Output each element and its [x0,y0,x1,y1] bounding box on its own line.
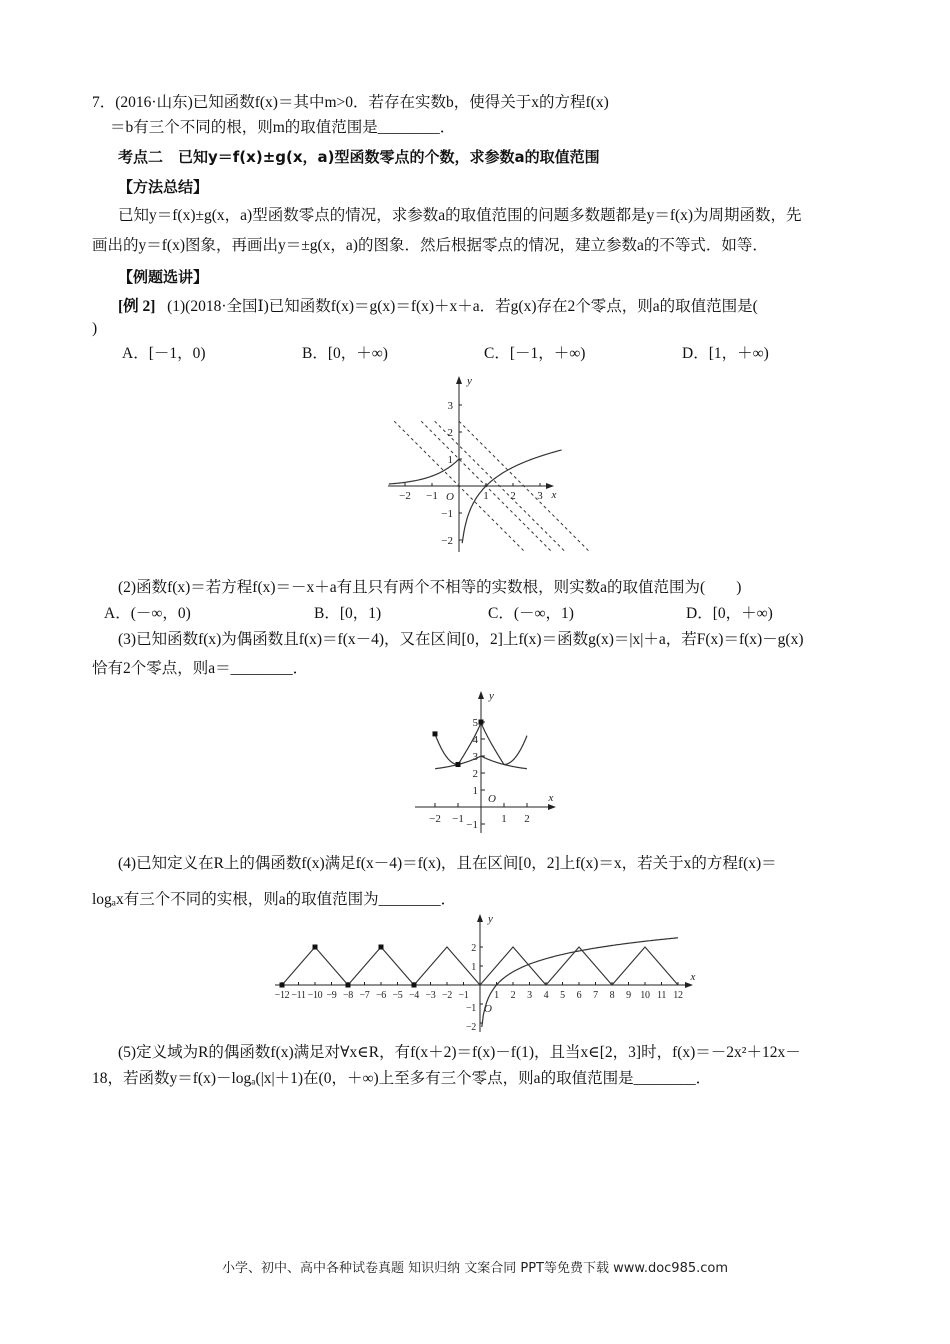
fig2-x-tick-label: 2 [524,813,530,825]
fig1-x-tick-label: 2 [510,490,516,502]
fig2-y-tick-label: 3 [472,751,478,763]
fig3-x-tick-label: −1 [458,990,469,1001]
fig1-x-tick-label: −1 [426,490,438,502]
ex1-option-b: B．[0，＋∞) [302,345,388,362]
section-title: 考点二 已知y＝f(x)±g(x，a)型函数零点的个数，求参数a的取值范围 [118,148,600,166]
ex2-option-c: C．(－∞，1) [488,605,574,622]
ex3-graph [405,685,565,835]
fig3-y-tick-label: 2 [471,943,476,954]
fig3-x-tick-label: −3 [425,990,436,1001]
fig3-x-tick-label: 7 [593,990,598,1001]
fig2-y-arrow [478,691,484,699]
fig3-origin-label: O [484,1003,492,1015]
vertex-marker [313,945,318,950]
fig2-y-tick-label: 5 [472,717,478,729]
f-left-curve [435,734,458,765]
fig1-y-tick-label: 3 [447,400,453,412]
ex1-option-c: C．[－1，＋∞) [484,345,586,362]
fig3-x-tick-label: −9 [326,990,337,1001]
fig3-x-tick-label: 8 [609,990,615,1001]
ex2-option-d: D．[0，＋∞) [686,605,773,622]
q7-line2: ＝b有三个不同的根，则m的取值范围是________． [110,119,456,136]
ex5-line2: 18，若函数y＝f(x)－logₐ(|x|＋1)在(0，＋∞)上至多有三个零点，则a的取值范围是________． [92,1070,712,1087]
fig3-x-tick-label: −12 [274,990,290,1001]
fig2-x-arrow [548,804,556,810]
fig2-y-tick-label: 2 [472,768,478,780]
ex2-option-b: B．[0，1) [314,605,382,622]
fig1-y-tick-label: −1 [441,508,453,520]
fig1-y-tick-label: 2 [447,427,453,439]
footer-text: 小学、初中、高中各种试卷真题 知识归纳 文案合同 PPT等免费下载 www.doc985.com [221,1261,729,1276]
ex1-line1 [118,297,758,317]
method-heading: 【方法总结】 [118,178,209,196]
fig3-y-tick-label: 1 [471,962,476,973]
ex1-line2: ) [92,320,98,337]
fig3-y-tick-label: −1 [465,1003,476,1014]
ex3-line2: 恰有2个零点，则a＝________． [92,660,309,677]
vertex-marker [412,983,417,988]
fig3-x-tick-label: 1 [494,990,499,1001]
fig3-x-tick-label: −7 [359,990,370,1001]
fig3-x-tick-label: 5 [560,990,565,1001]
ex2-line1: (2)函数f(x)＝若方程f(x)＝－x＋a有且只有两个不相等的实数根，则实数a的取值范围为( ) [118,579,742,596]
fig2-x-tick-label: −2 [429,813,441,825]
example-label: [例 2] [118,298,156,315]
ex2-option-a: A．(－∞，0) [104,605,191,622]
ex5-line1: (5)定义域为R的偶函数f(x)满足对∀x∈R，有f(x＋2)＝f(x)－f(1)，且当x∈[2，3]时，f(x)＝－2x²＋12x－ [118,1044,801,1061]
fig2-y-tick-label: 4 [472,734,478,746]
fig3-x-tick-label: −2 [441,990,453,1001]
fig2-y-tick-label: 1 [472,785,478,797]
fig2-x-tick-label: −1 [452,813,464,825]
endpoint-marker [456,762,461,767]
fig3-x-tick-label: 9 [626,990,631,1001]
ex4-line1: (4)已知定义在R上的偶函数f(x)满足f(x－4)＝f(x)，且在区间[0，2]上f(x)＝x，若关于x的方程f(x)＝ [118,855,777,872]
method-line1: 已知y＝f(x)±g(x，a)型函数零点的情况，求参数a的取值范围的问题多数题都是y＝f(x)为周期函数，先 [118,207,802,224]
fig3-x-tick-label: 4 [543,990,549,1001]
fig3-x-tick-label: 6 [576,990,582,1001]
fig3-x-tick-label: −8 [342,990,354,1001]
endpoint-marker [433,731,438,736]
f-right-curve [504,736,527,765]
fig1-x-tick-label: 3 [537,490,543,502]
fig1-y-tick-label: −2 [441,535,453,547]
fig1-x-tick-label: 1 [483,490,489,502]
method-line2: 画出的y＝f(x)图象，再画出y＝±g(x，a)的图象．然后根据零点的情况，建立参数a的不等式．如等． [92,237,768,254]
fig1-x-tick-label: −2 [399,490,411,502]
fig2-x-label: x [548,792,554,804]
fig1-y-arrow [456,376,462,384]
fig2-y-tick-label: −1 [466,819,478,831]
ex4-graph [275,912,700,1037]
fig3-x-label: x [690,971,696,983]
ex1-option-d: D．[1，＋∞) [682,345,769,362]
fig3-x-tick-label: 11 [656,990,667,1001]
q7-line1: 7．(2016·山东)已知函数f(x)＝其中m>0．若存在实数b，使得关于x的方程f(x) [92,94,609,111]
fig3-y-arrow [477,914,483,922]
ex3-line1: (3)已知函数f(x)为偶函数且f(x)＝f(x－4)，又在区间[0，2]上f(x)＝函数g(x)＝|x|＋a，若F(x)＝f(x)－g(x) [118,631,804,648]
fig3-x-tick-label: −10 [307,990,323,1001]
ex1-graph [380,370,580,560]
fig3-x-tick-label: 10 [640,990,650,1001]
fig1-y-tick-label: 1 [447,454,453,466]
ex1-text: (1)(2018·全国Ⅰ)已知函数f(x)＝g(x)＝f(x)＋x＋a．若g(x)存在2个零点，则a的取值范围是( [167,298,758,315]
fig3-x-tick-label: 2 [510,990,516,1001]
ex4-line2: logₐx有三个不同的实根，则a的取值范围为________． [92,891,457,908]
fig3-y-label: y [488,913,493,925]
fig1-x-label: x [551,489,557,501]
vertex-marker [280,983,285,988]
fig3-x-tick-label: −5 [392,990,403,1001]
vertex-marker [346,983,351,988]
fig3-x-tick-label: −6 [375,990,387,1001]
endpoint-marker [479,720,484,725]
vertex-marker [379,945,384,950]
example-heading: 【例题选讲】 [118,268,209,286]
fig3-x-tick-label: −11 [291,990,306,1001]
fig3-x-tick-label: 12 [673,990,683,1001]
fig3-y-tick-label: −2 [465,1022,476,1033]
fig2-y-label: y [489,690,494,702]
fig1-origin-label: O [446,491,454,503]
fig2-origin-label: O [488,793,496,805]
fig2-x-tick-label: 1 [501,813,507,825]
fig1-y-label: y [467,375,472,387]
fig3-x-tick-label: −4 [408,990,420,1001]
ex1-option-a: A．[－1，0) [122,345,206,362]
fig3-x-tick-label: 3 [527,990,532,1001]
